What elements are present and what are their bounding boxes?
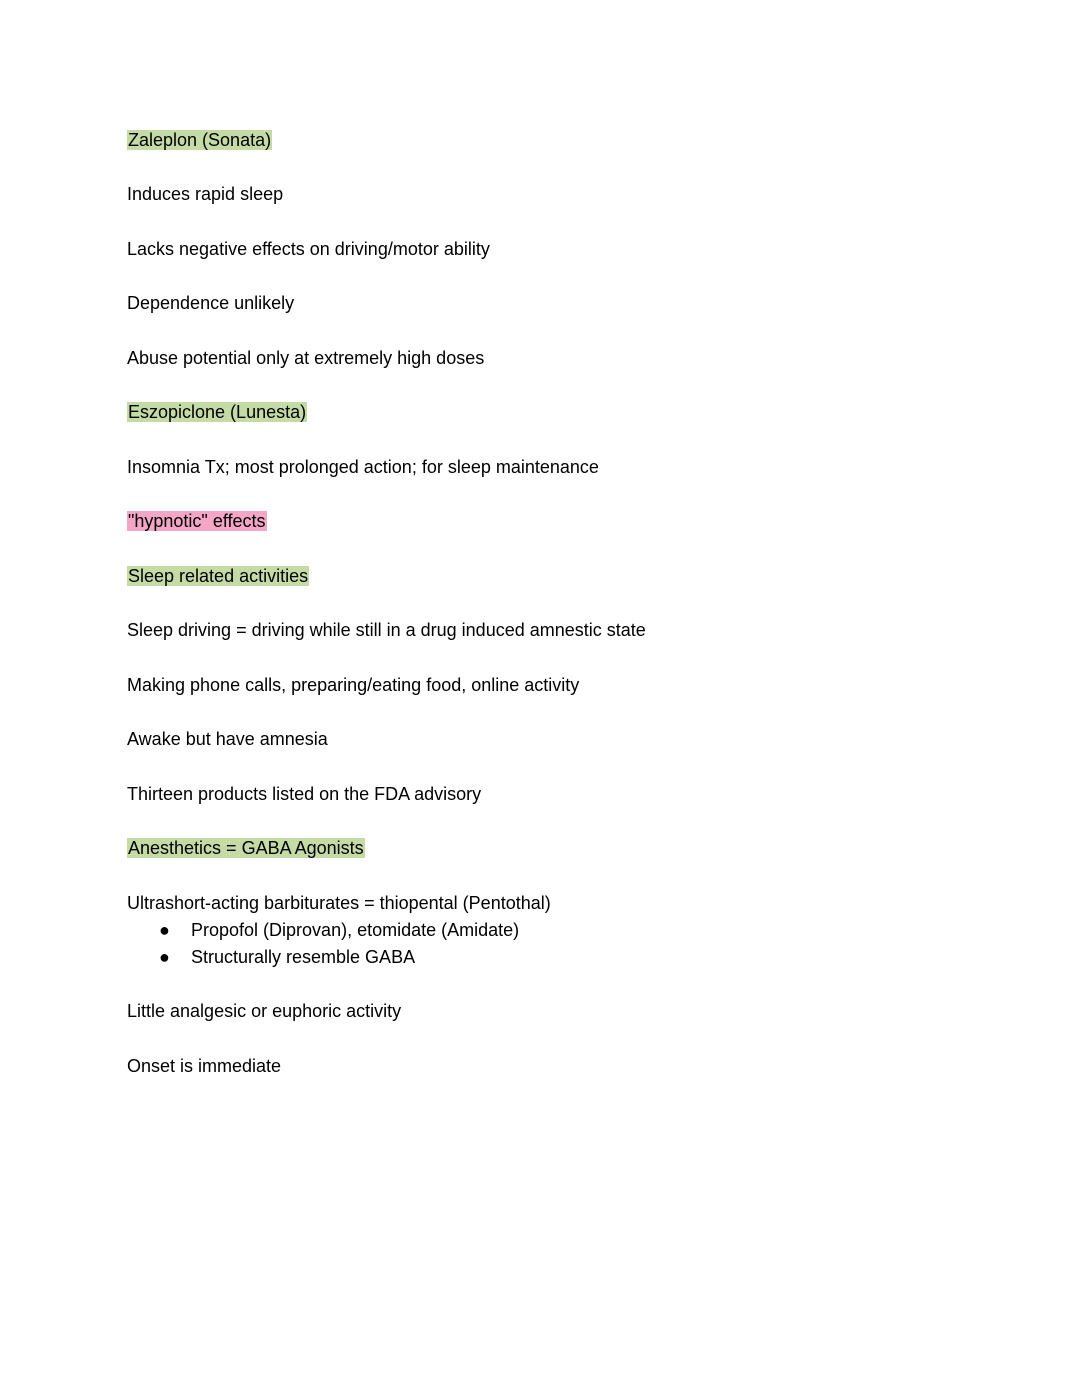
note-line: Induces rapid sleep: [127, 184, 284, 204]
heading-zaleplon: [127, 128, 272, 152]
bullet-icon: ●: [159, 947, 170, 967]
heading-eszopiclone-text: Eszopiclone (Lunesta): [128, 402, 307, 422]
list-item-text: Structurally resemble GABA: [191, 947, 416, 967]
note-line: Little analgesic or euphoric activity: [127, 1001, 402, 1021]
list-item: [159, 918, 519, 942]
note-line: Sleep driving = driving while still in a drug induced amnestic state: [127, 620, 646, 640]
note-line: Ultrashort-acting barbiturates = thiopental (Pentothal): [127, 893, 551, 913]
heading-sleep-activities: [127, 564, 309, 588]
heading-eszopiclone: [127, 400, 307, 424]
heading-hypnotic: [127, 509, 267, 533]
heading-zaleplon-text: Zaleplon (Sonata): [128, 130, 272, 150]
note-line: Insomnia Tx; most prolonged action; for sleep maintenance: [127, 457, 599, 477]
heading-hypnotic-text: "hypnotic" effects: [128, 511, 266, 531]
note-line: Awake but have amnesia: [127, 729, 328, 749]
note-line: Onset is immediate: [127, 1056, 282, 1076]
bullet-icon: ●: [159, 920, 170, 940]
heading-anesthetics: [127, 836, 365, 860]
note-line: Thirteen products listed on the FDA advisory: [127, 784, 482, 804]
note-line: Lacks negative effects on driving/motor ability: [127, 239, 490, 259]
list-item-text: Propofol (Diprovan), etomidate (Amidate): [191, 920, 520, 940]
note-line: Making phone calls, preparing/eating food, online activity: [127, 675, 580, 695]
note-line: Abuse potential only at extremely high doses: [127, 348, 485, 368]
note-line: Dependence unlikely: [127, 293, 295, 313]
list-item: [159, 945, 415, 969]
heading-anesthetics-text: Anesthetics = GABA Agonists: [128, 838, 364, 858]
heading-sleep-activities-text: Sleep related activities: [128, 566, 309, 586]
